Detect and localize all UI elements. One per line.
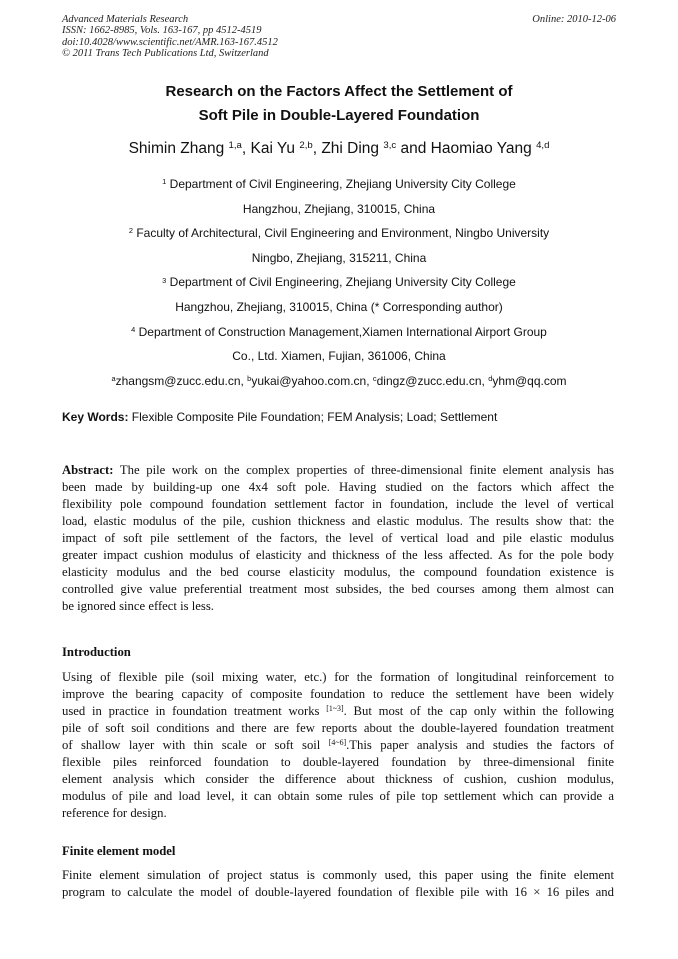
affiliations (0, 173, 678, 394)
intro-line: pile of soft soil conditions and there are few reports about the double-layered foundation treatment (62, 721, 614, 735)
abstract (62, 462, 614, 615)
affiliation-4-address: Co., Ltd. Xiamen, Fujian, 361006, China (232, 349, 446, 364)
title-line-2: Soft Pile in Double-Layered Foundation (198, 107, 480, 124)
abstract-line: impact of soft pile settlement of the factors, the level of vertical load and pile elastic modulus (62, 531, 614, 545)
author-name: Zhi Ding (321, 140, 380, 157)
abstract-line (62, 462, 614, 479)
intro-line: Using of flexible pile (soil mixing water, etc.) for the formation of longitudinal reinforcement to (62, 670, 614, 684)
author-name: Kai Yu (250, 140, 296, 157)
intro-text: used in practice in foundation treatment works (62, 704, 327, 718)
title-line-1: Research on the Factors Affect the Settlement of (165, 83, 513, 100)
author-sep: , (241, 140, 251, 157)
abstract-line: flexibility pole compound foundation settlement factor in foundation, include the level of vertical (62, 497, 614, 511)
affiliation-sup: 1 (162, 177, 167, 187)
journal-header (62, 14, 278, 60)
affiliation-1-address: Hangzhou, Zhejiang, 310015, China (242, 201, 436, 216)
citation-ref[interactable]: [1~3] (326, 704, 344, 714)
keywords-label: Key Words: (62, 410, 129, 424)
intro-line: flexible piles reinforced foundation to double-layered foundation by three-dimensional finite (62, 755, 614, 769)
intro-line: reference for design. (62, 806, 167, 820)
doi-line[interactable]: doi:10.4028/www.scientific.net/AMR.163-167.4512 (62, 36, 278, 48)
email-address[interactable]: yhm@qq.com (492, 373, 567, 388)
introduction-heading: Introduction (62, 645, 131, 659)
intro-line: modulus of pile and load level, it can obtain some rules of pile top settlement which can provide a (62, 789, 614, 803)
intro-line: improve the bearing capacity of composite foundation to reduce the settlement have been widely (62, 687, 614, 701)
fem-body (62, 867, 614, 901)
email-sup: d (488, 374, 493, 384)
citation-ref[interactable]: [4~6] (328, 738, 347, 748)
author-list (0, 139, 678, 161)
email-sup: b (247, 374, 252, 384)
keywords-text: Flexible Composite Pile Foundation; FEM Analysis; Load; Settlement (128, 410, 498, 424)
affiliation-3-address: Hangzhou, Zhejiang, 310015, China (* Corresponding author) (175, 299, 503, 314)
email-list (0, 370, 678, 395)
author-sup: 1,a (228, 140, 242, 152)
abstract-label: Abstract: (62, 463, 114, 477)
author-sep: , (312, 140, 322, 157)
affiliation-sup: 4 (131, 324, 136, 334)
intro-line (62, 703, 614, 720)
keywords (62, 408, 497, 426)
journal-name: Advanced Materials Research (62, 14, 189, 25)
author-sep: and (396, 140, 431, 157)
issn-line: ISSN: 1662-8985, Vols. 163-167, pp 4512-4519 (62, 25, 262, 37)
introduction-body (62, 669, 614, 822)
fem-heading: Finite element model (62, 844, 176, 858)
online-date: Online: 2010-12-06 (532, 14, 616, 25)
email-sup: c (372, 374, 377, 384)
abstract-line: greater impact cushion modulus of elasticity and thickness of the less affected. As for the pole body (62, 548, 614, 562)
author-sup: 4,d (536, 140, 550, 152)
author-name: Haomiao Yang (430, 140, 532, 157)
abstract-line: controlled give value preferential treatment most subsides, the bed courses among them almost can (62, 582, 614, 596)
intro-text: of shallow layer with thin scale or soft soil (62, 738, 329, 752)
affiliation-1 (0, 173, 678, 198)
intro-line: element analysis which consider the difference about thickness of cushion, cushion modulus, (62, 772, 614, 786)
affiliation-3 (0, 271, 678, 296)
author-sup: 2,b (299, 140, 313, 152)
affiliation-dept: Department of Construction Management,Xiamen International Airport Group (138, 324, 547, 339)
email-address[interactable]: yukai@yahoo.com.cn, (251, 373, 373, 388)
fem-line: Finite element simulation of project status is commonly used, this paper using the finite element (62, 868, 614, 882)
intro-text: .This paper analysis and studies the factors of (346, 738, 614, 752)
abstract-line: been made by building-up one 4x4 soft pole. Having studied on the factors which affect the (62, 480, 614, 494)
email-sup: a (111, 374, 116, 384)
affiliation-sup: 2 (128, 226, 133, 236)
email-address[interactable]: dingz@zucc.edu.cn, (376, 373, 489, 388)
affiliation-2-address: Ningbo, Zhejiang, 315211, China (251, 250, 427, 265)
affiliation-sup: 3 (162, 275, 167, 285)
intro-text: . But most of the cap only within the following (343, 704, 614, 718)
author-name: Shimin Zhang (128, 140, 225, 157)
affiliation-dept: Department of Civil Engineering, Zhejiang University City College (169, 177, 516, 191)
paper-title (0, 80, 678, 128)
abstract-line: elasticity modulus and the bed course elasticity modulus, the compound foundation existence is (62, 565, 614, 579)
affiliation-2 (0, 222, 678, 247)
affiliation-4 (0, 321, 678, 346)
author-sup: 3,c (383, 140, 397, 152)
abstract-line: be ignored since effect is less. (62, 599, 214, 613)
abstract-text: The pile work on the complex properties of three-dimensional finite element analysis has (113, 463, 614, 477)
fem-line: program to calculate the model of double-layered foundation of flexible pile with 16 × 16 piles and (62, 885, 614, 899)
intro-line (62, 737, 614, 754)
affiliation-dept: Faculty of Architectural, Civil Engineering and Environment, Ningbo University (136, 226, 550, 241)
abstract-line: load, elastic modulus of the pile, cushion thickness and elastic modulus. The results show that: the (62, 514, 614, 528)
copyright-line: © 2011 Trans Tech Publications Ltd, Switzerland (62, 48, 269, 60)
email-address[interactable]: zhangsm@zucc.edu.cn, (115, 373, 248, 388)
affiliation-dept: Department of Civil Engineering, Zhejiang University City College (169, 275, 516, 290)
